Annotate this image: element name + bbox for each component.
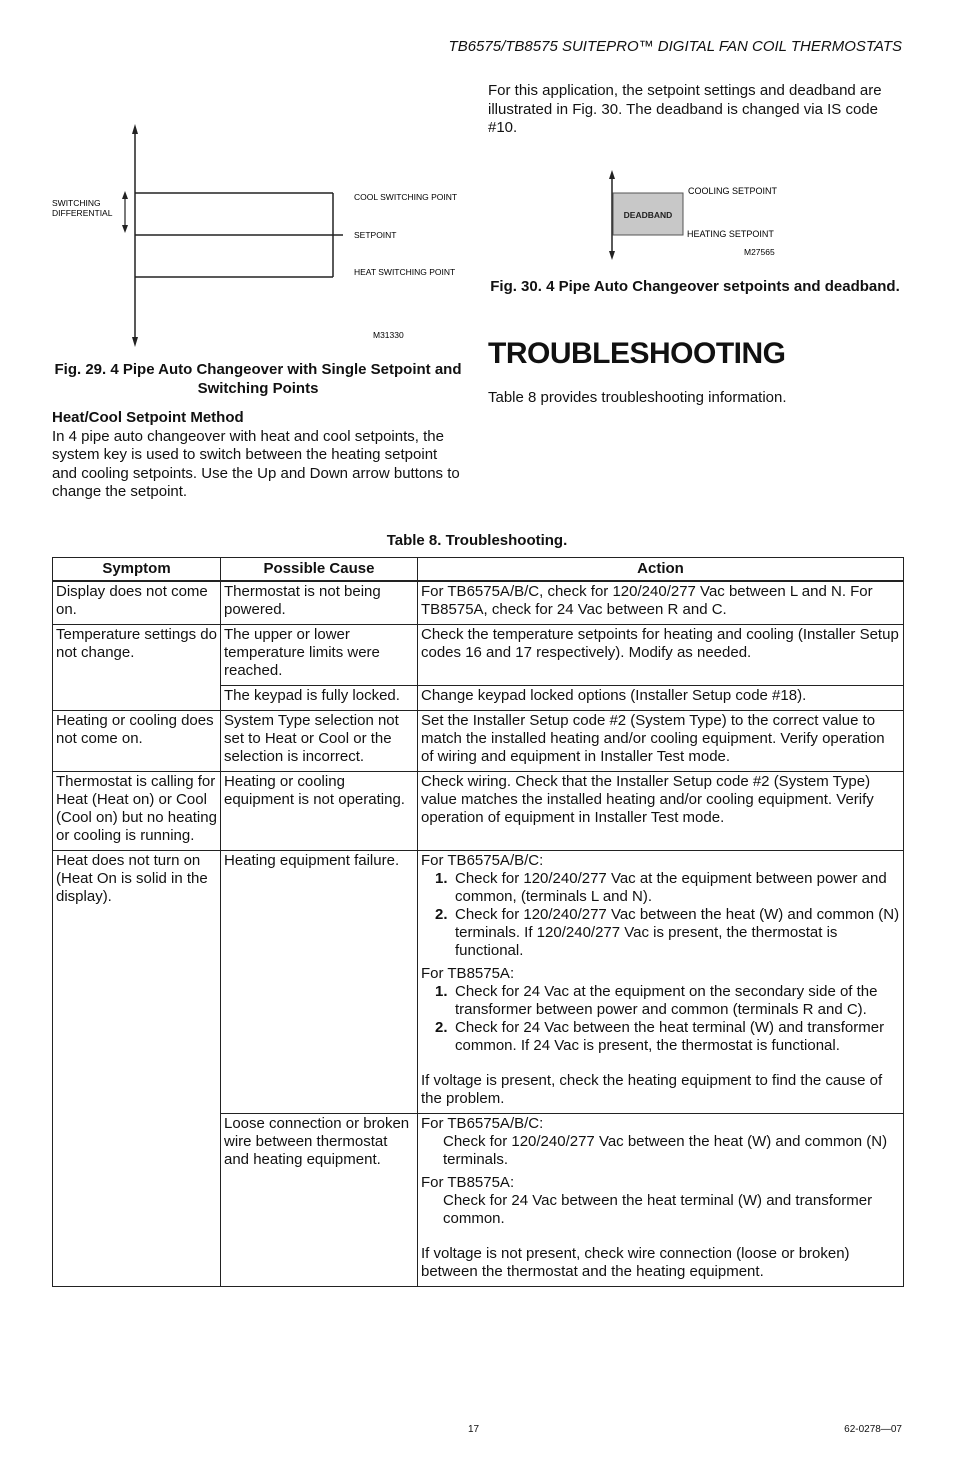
table-row	[53, 625, 904, 686]
action-cell: For TB6575A/B/C, check for 120/240/277 Vac between L and N. For TB8575A, check for 24 Vac between R and C.	[418, 581, 904, 625]
col-cause: Possible Cause	[221, 558, 418, 582]
heating-setpoint-label: HEATING SETPOINT	[687, 229, 774, 239]
action-cell: Set the Installer Setup code #2 (System Type) to the correct value to match the installed heating and/or cooling equipment. Verify operation of wiring and equipment in Installer Test mode.	[418, 711, 904, 772]
switching-label-1: SWITCHING	[52, 198, 101, 208]
page-number: 17	[468, 1424, 480, 1435]
action-subhead: For TB8575A:	[421, 1174, 515, 1191]
action-subhead: For TB6575A/B/C:	[421, 852, 544, 869]
step-text: Check for 120/240/277 Vac between the heat (W) and common (N) terminals. If 120/240/277 Vac is present, the thermostat is functional.	[455, 906, 900, 959]
cause-cell: System Type selection not set to Heat or Cool or the selection is incorrect.	[221, 711, 418, 772]
table-title: Table 8. Troubleshooting.	[386, 532, 568, 549]
col-action: Action	[418, 558, 904, 582]
numbered-step	[421, 906, 900, 960]
section-title: TROUBLESHOOTING	[488, 337, 786, 370]
deadband-label: DEADBAND	[623, 210, 673, 220]
step-number: 2.	[435, 906, 448, 923]
heatcool-heading: Heat/Cool Setpoint Method	[52, 409, 244, 426]
cause-cell: Loose connection or broken wire between thermostat and heating equipment.	[221, 1114, 418, 1287]
troubleshooting-table	[52, 557, 904, 1287]
fig29-diagram	[40, 118, 480, 348]
table-header-row	[53, 558, 904, 582]
figure-id: M27565	[744, 247, 775, 257]
troubleshooting-intro: Table 8 provides troubleshooting information.	[488, 389, 787, 406]
action-cell	[418, 851, 904, 1114]
action-note: If voltage is not present, check wire connection (loose or broken) between the thermostat and the heating equipment.	[421, 1245, 850, 1280]
cause-cell: The upper or lower temperature limits were reached.	[221, 625, 418, 686]
action-note: If voltage is present, check the heating equipment to find the cause of the problem.	[421, 1072, 883, 1107]
heatcool-body: In 4 pipe auto changeover with heat and cool setpoints, the system key is used to switch between the heating setpoint and cooling setpoints. Use the Up and Down arrow buttons to change the setpoint.	[52, 427, 460, 500]
fig30-intro: For this application, the setpoint settings and deadband are illustrated in Fig. 30. The deadband is changed via IS code #10.	[488, 82, 882, 136]
symptom-cell: Heat does not turn on (Heat On is solid in the display).	[53, 851, 221, 1287]
numbered-step	[421, 983, 900, 1019]
cause-cell: Heating equipment failure.	[221, 851, 418, 1114]
step-number: 1.	[435, 983, 448, 1000]
figure-id: M31330	[373, 330, 404, 340]
heatcool-section	[52, 409, 462, 502]
symptom-cell: Thermostat is calling for Heat (Heat on) or Cool (Cool on) but no heating or cooling is running.	[53, 772, 221, 851]
action-cell: Check wiring. Check that the Installer Setup code #2 (System Type) value matches the installed heating and/or cooling equipment. Verify operation of equipment in Installer Test mode.	[418, 772, 904, 851]
step-text: Check for 24 Vac between the heat terminal (W) and transformer common. If 24 Vac is present, the thermostat is functional.	[455, 1019, 885, 1054]
col-symptom: Symptom	[53, 558, 221, 582]
table-row	[53, 772, 904, 851]
cool-switching-label: COOL SWITCHING POINT	[354, 192, 458, 202]
cause-cell: Thermostat is not being powered.	[221, 581, 418, 625]
document-number: 62-0278—07	[844, 1424, 902, 1435]
symptom-cell: Temperature settings do not change.	[53, 625, 221, 711]
setpoint-label: SETPOINT	[354, 230, 397, 240]
numbered-step	[421, 870, 900, 906]
table-row	[53, 581, 904, 625]
symptom-cell: Display does not come on.	[53, 581, 221, 625]
step-number: 1.	[435, 870, 448, 887]
action-cell: Check the temperature setpoints for heating and cooling (Installer Setup codes 16 and 17 respectively). Modify as needed.	[418, 625, 904, 686]
numbered-step	[421, 1019, 900, 1055]
cooling-setpoint-label: COOLING SETPOINT	[688, 186, 778, 196]
action-step: Check for 120/240/277 Vac between the heat (W) and common (N) terminals.	[443, 1133, 888, 1168]
action-subhead: For TB8575A:	[421, 965, 515, 982]
fig29-caption: Fig. 29. 4 Pipe Auto Changeover with Single Setpoint and Switching Points	[54, 361, 462, 397]
cause-cell: Heating or cooling equipment is not operating.	[221, 772, 418, 851]
action-subhead: For TB6575A/B/C:	[421, 1115, 544, 1132]
table-row	[53, 851, 904, 1114]
running-header: TB6575/TB8575 SUITEPRO™ DIGITAL FAN COIL THERMOSTATS	[448, 38, 902, 55]
switching-label-2: DIFFERENTIAL	[52, 208, 113, 218]
step-text: Check for 120/240/277 Vac at the equipment between power and common, (terminals L and N).	[455, 870, 887, 905]
action-step: Check for 24 Vac between the heat terminal (W) and transformer common.	[443, 1192, 873, 1227]
cause-cell: The keypad is fully locked.	[221, 686, 418, 711]
table-row	[53, 711, 904, 772]
heat-switching-label: HEAT SWITCHING POINT	[354, 267, 456, 277]
fig30-caption: Fig. 30. 4 Pipe Auto Changeover setpoints and deadband.	[490, 278, 900, 295]
action-cell: Change keypad locked options (Installer Setup code #18).	[418, 686, 904, 711]
action-cell	[418, 1114, 904, 1287]
step-text: Check for 24 Vac at the equipment on the secondary side of the transformer between power and common (terminals R and C).	[455, 983, 878, 1018]
fig30-diagram	[600, 166, 800, 262]
symptom-cell: Heating or cooling does not come on.	[53, 711, 221, 772]
step-number: 2.	[435, 1019, 448, 1036]
